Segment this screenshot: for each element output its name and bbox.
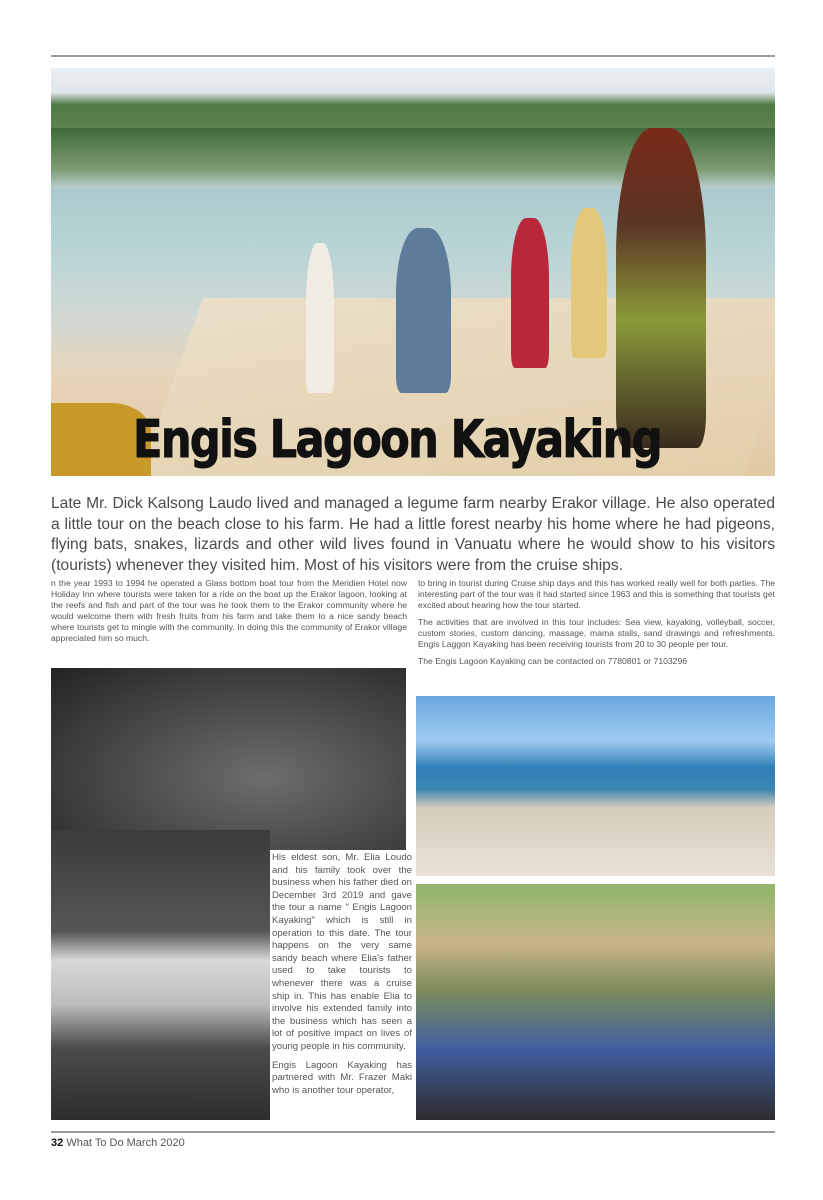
page-footer xyxy=(51,1137,185,1149)
page-number: 32 xyxy=(51,1137,64,1149)
photo-caption: Tourist visiting the site in 1963 xyxy=(70,1093,191,1103)
article-title: Engis Lagoon Kayaking xyxy=(133,410,661,470)
body-paragraph: His eldest son, Mr. Elia Loudo and his family took over the business when his father died on December 3rd 2019 and gave the tour a name " Engis Lagoon Kayaking" which is still in operation to this date. The tour happens on the very same sandy beach where Elia's father used to take tourists to whenever there was a cruise ship in. This has enable Elia to involve his extended family into the business which has seen a lot of positive impact on lives of young people in his community. xyxy=(272,852,412,1052)
body-column-left xyxy=(51,578,407,650)
photo-beach-activity xyxy=(416,696,775,876)
footer-rule xyxy=(51,1131,775,1133)
hero-figure xyxy=(571,208,607,358)
hero-figure xyxy=(306,243,334,393)
top-rule xyxy=(51,55,775,57)
historic-photo-tourist-1963 xyxy=(51,830,270,1120)
body-paragraph: Engis Lagoon Kayaking has partnered with Mr. Frazer Maki who is another tour operator, xyxy=(272,1059,412,1096)
hero-figure xyxy=(396,228,451,393)
contact-paragraph: The Engis Lagoon Kayaking can be contacted on 7780801 or 7103296 xyxy=(418,656,688,666)
publication-name: What To Do March 2020 xyxy=(66,1137,185,1149)
photo-custom-dancing xyxy=(416,884,775,1120)
body-column-right xyxy=(418,578,775,673)
body-paragraph: to bring in tourist during Cruise ship days and this has worked really well for both parties. The interesting part of the tour was it had started since 1963 and this is something that tourists get excited about hearing how the tour started. xyxy=(418,578,775,610)
historic-photo-gathering xyxy=(51,668,406,850)
hero-figure xyxy=(616,128,706,448)
hero-figure xyxy=(511,218,549,368)
body-column-middle xyxy=(272,852,412,1103)
lead-paragraph: Late Mr. Dick Kalsong Laudo lived and managed a legume farm nearby Erakor village. He also operated a little tour on the beach close to his farm. He had a little forest nearby his home where he had pigeons, flying bats, snakes, lizards and other wild lives found in Vanuatu where he would show to his visitors (tourists) whenever they visited him. Most of his visitors were from the cruise ships. xyxy=(51,495,775,574)
body-paragraph: n the year 1993 to 1994 he operated a Glass bottom boat tour from the Meridien Hotel now Holiday Inn where tourists were taken for a ride on the boat up the Erakor lagoon, looking at the reefs and fish and part of the tour was he took them to the Erakor community where he would welcome them with fresh fruits from his farm and take them to a nice sandy beach where tourists get to mingle with the community. In doing this the community of Erakor village appreciated him so much. xyxy=(51,578,407,643)
body-paragraph: The activities that are involved in this tour includes: Sea view, kayaking, volleyball, soccer, custom stories, custom dancing, massage, mama stalls, sand drawings and refreshments. Engis Laggon Kayaking has been receiving tourists from 20 to 30 people per tour. xyxy=(418,617,775,649)
